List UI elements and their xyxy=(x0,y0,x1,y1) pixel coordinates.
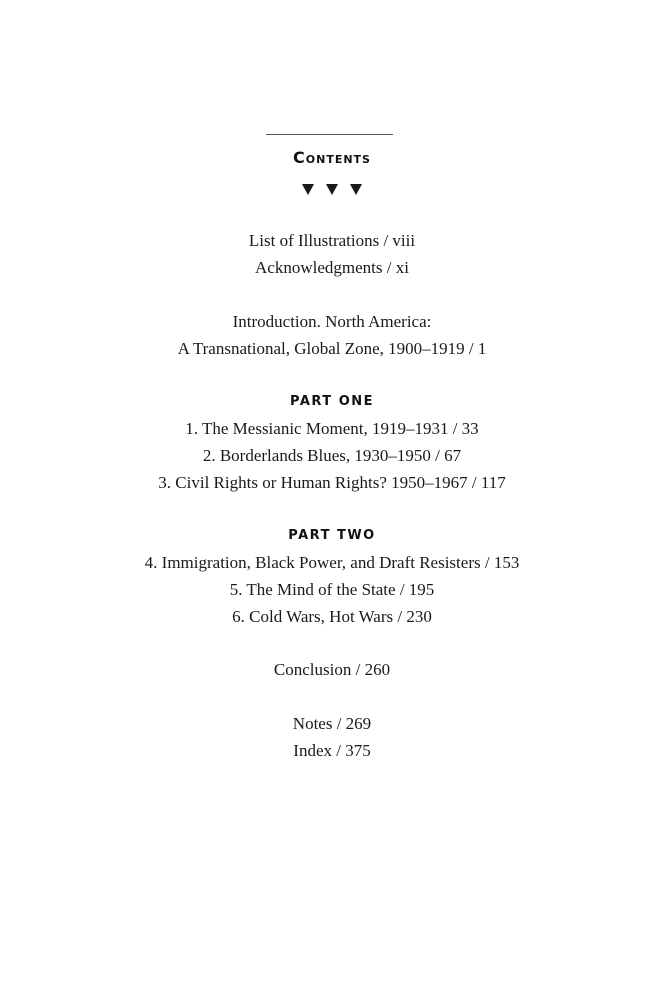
toc-entry-chapter-3: 3. Civil Rights or Human Rights? 1950–1967 / 117 xyxy=(158,473,506,492)
part-one-label: PART ONE xyxy=(289,394,375,409)
toc-entry-acknowledgments: Acknowledgments / xi xyxy=(255,258,409,277)
toc-entry-conclusion: Conclusion / 260 xyxy=(273,660,391,679)
top-rule xyxy=(266,134,393,135)
triangle-down-icon xyxy=(302,184,314,195)
toc-entry-introduction-line2: A Transnational, Global Zone, 1900–1919 / 1 xyxy=(177,339,487,358)
toc-entry-notes: Notes / 269 xyxy=(292,714,372,733)
toc-entry-chapter-1: 1. The Messianic Moment, 1919–1931 / 33 xyxy=(185,419,479,438)
toc-entry-index: Index / 375 xyxy=(293,741,371,760)
triangle-down-icon xyxy=(326,184,338,195)
page-title: Contents xyxy=(293,148,371,167)
toc-entry-chapter-6: 6. Cold Wars, Hot Wars / 230 xyxy=(232,607,432,626)
toc-entry-illustrations: List of Illustrations / viii xyxy=(248,231,416,250)
ornament xyxy=(0,184,664,195)
toc-entry-introduction-line1: Introduction. North America: xyxy=(232,312,432,331)
triangle-down-icon xyxy=(350,184,362,195)
toc-entry-chapter-4: 4. Immigration, Black Power, and Draft Resisters / 153 xyxy=(144,553,520,572)
toc-entry-chapter-5: 5. The Mind of the State / 195 xyxy=(229,580,435,599)
toc-entry-chapter-2: 2. Borderlands Blues, 1930–1950 / 67 xyxy=(202,446,462,465)
part-two-label: PART TWO xyxy=(288,528,376,543)
